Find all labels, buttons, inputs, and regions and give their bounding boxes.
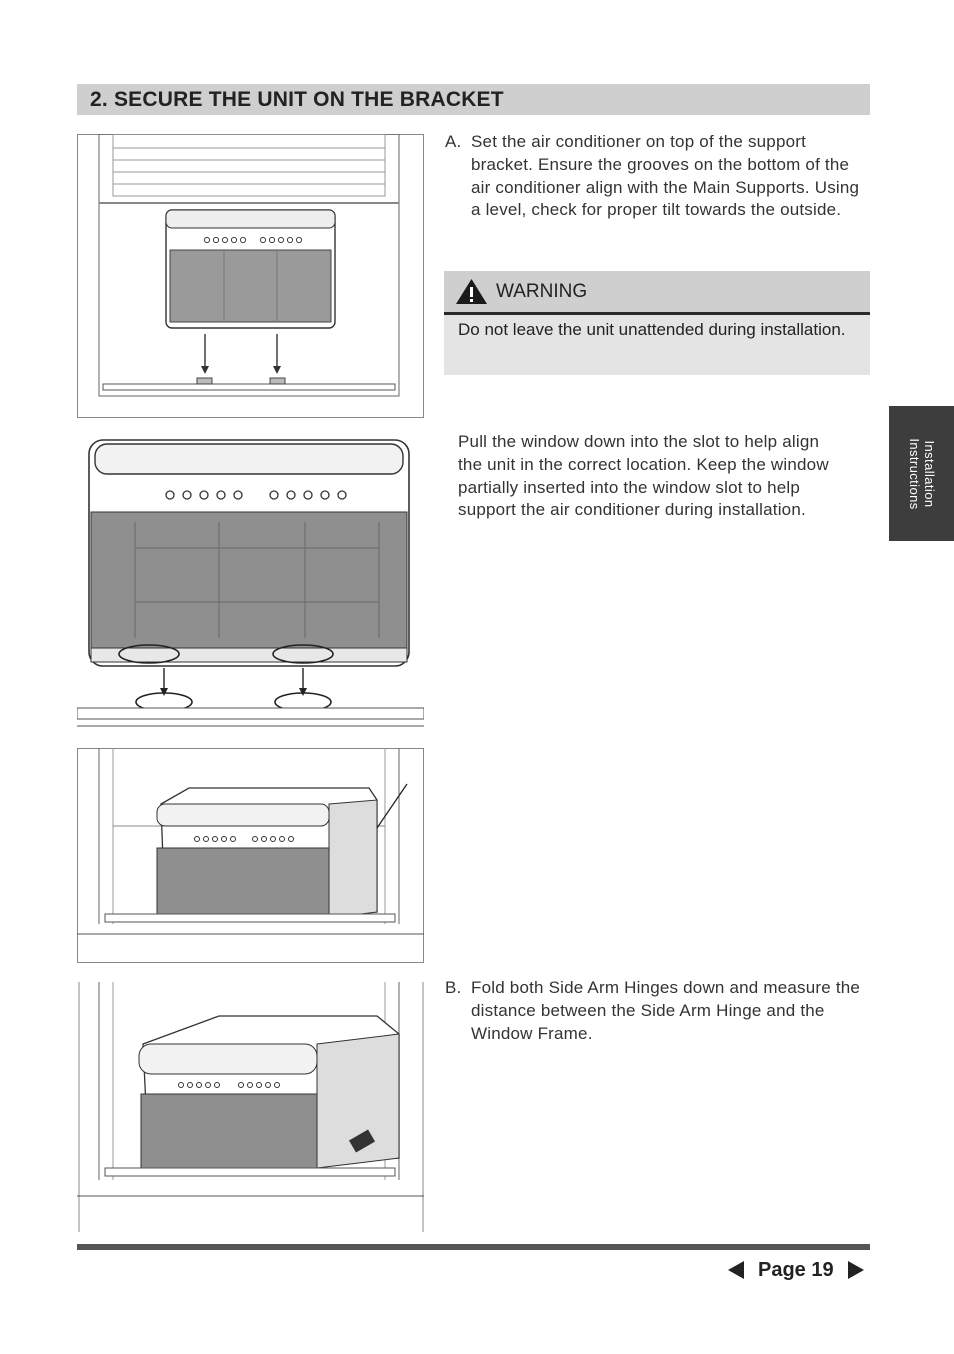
figure-window-pulled-down [77, 748, 424, 964]
page-number: Page 19 [758, 1258, 834, 1281]
step-a-text: Set the air conditioner on top of the support bracket. Ensure the grooves on the bottom of the air conditioner align with the Main Supports. Using a level, check for proper tilt towards the outside. [471, 132, 860, 220]
figure-side-arm-hinges [77, 982, 424, 1232]
section-title: 2. SECURE THE UNIT ON THE BRACKET [90, 88, 504, 111]
step-b-letter: B. [445, 978, 462, 997]
window-note: Pull the window down into the slot to help align the unit in the correct location. Keep the window partially inserted into the window slot to help support the air conditioner during installation. [458, 432, 829, 520]
step-b-text: Fold both Side Arm Hinges down and measure the distance between the Side Arm Hinge and the Window Frame. [471, 978, 861, 1043]
side-tab-installation-instructions [889, 406, 954, 541]
footer-rule [77, 1244, 870, 1250]
figure-unit-on-bracket [77, 134, 424, 418]
side-tab-line-2: Instructions [906, 437, 922, 510]
side-tab-label [907, 438, 937, 509]
page-navigation [728, 1257, 864, 1283]
step-b [445, 977, 870, 1045]
previous-page-icon[interactable] [728, 1261, 744, 1279]
step-a-letter: A. [445, 132, 462, 151]
step-a [445, 131, 870, 222]
warning-title: WARNING [496, 281, 588, 302]
warning-triangle-icon [455, 278, 488, 305]
figure-groove-alignment [77, 436, 424, 732]
side-tab-line-1: Installation [921, 440, 937, 507]
next-page-icon[interactable] [848, 1261, 864, 1279]
warning-text: Do not leave the unit unattended during installation. [458, 320, 846, 339]
